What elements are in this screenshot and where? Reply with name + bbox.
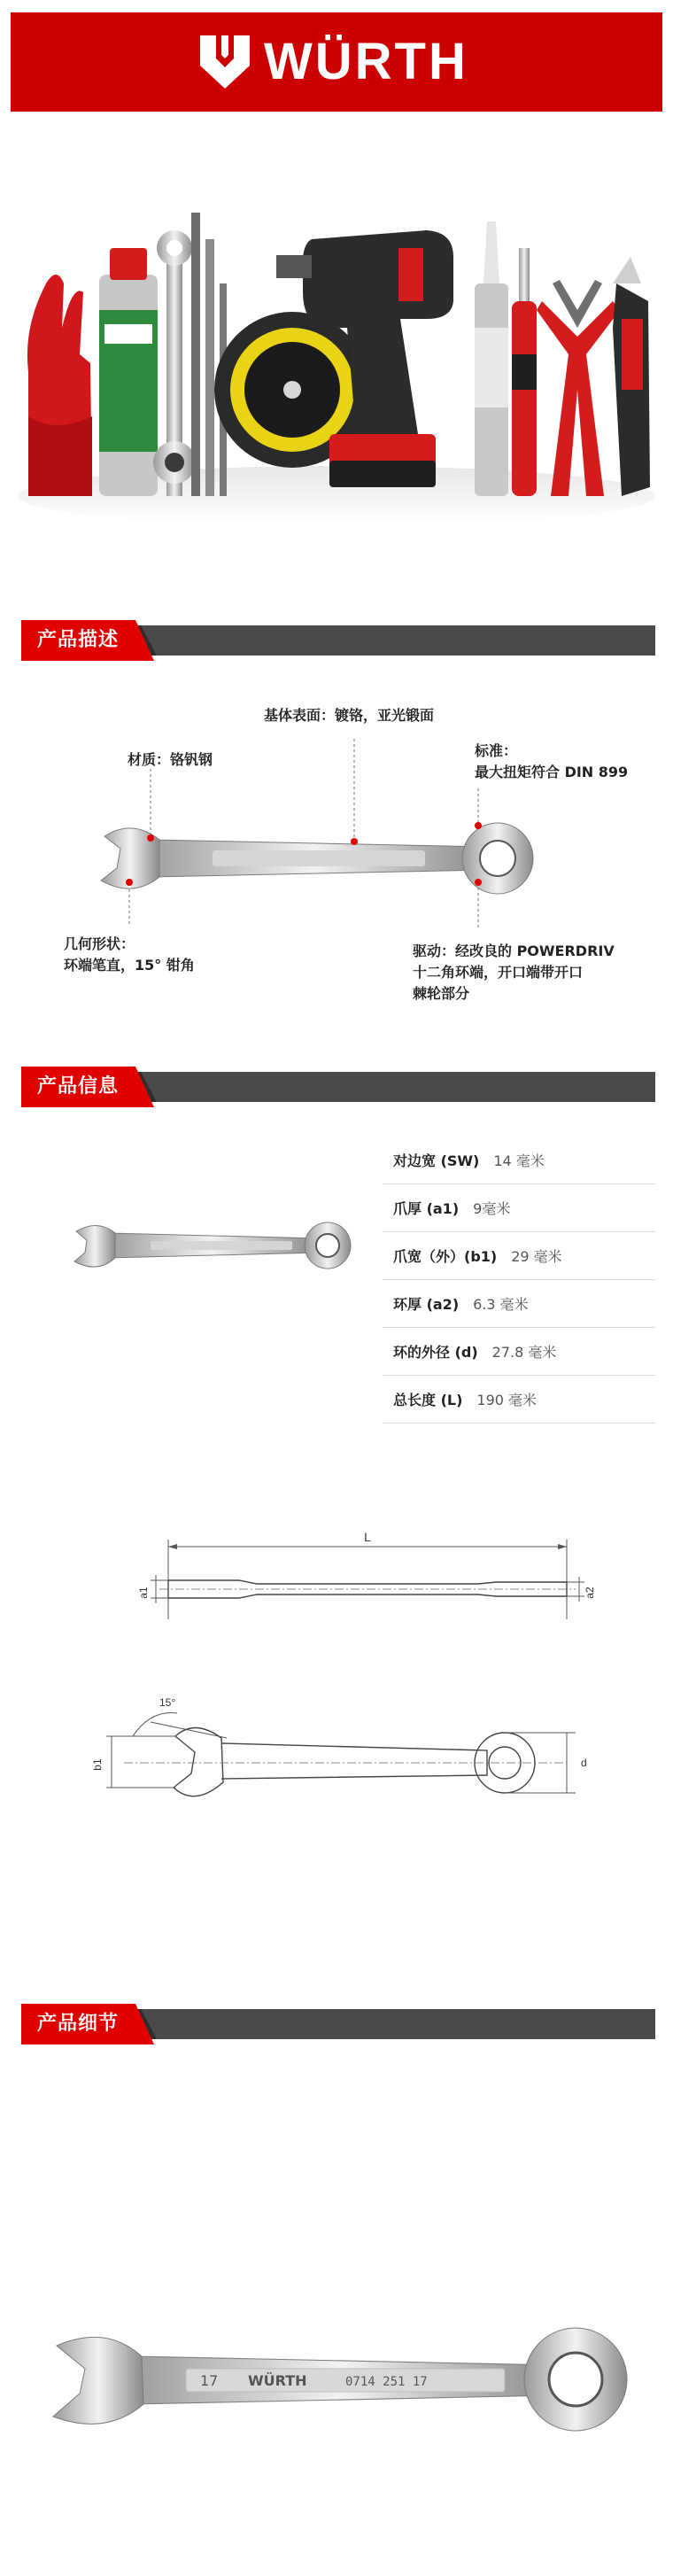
callout-standard-line1: 标准： — [475, 742, 518, 759]
spec-row — [383, 1280, 655, 1328]
callout-geometry-line2: 环端笔直，15° 钳角 — [64, 957, 195, 974]
spec-label: 环的外径 (d) — [393, 1344, 478, 1361]
side-view-drawing — [124, 1522, 602, 1628]
spec-label: 总长度 (L) — [393, 1392, 463, 1408]
top-view-drawing — [71, 1683, 602, 1825]
spec-label: 环厚 (a2) — [393, 1296, 460, 1313]
dimension-label-b1: b1 — [91, 1758, 104, 1771]
spec-row — [383, 1232, 655, 1280]
dimension-label-a2: a2 — [584, 1587, 596, 1599]
callout-geometry-line1: 几何形状： — [64, 935, 135, 952]
spec-value: 14 毫米 — [493, 1152, 545, 1169]
brand-header — [11, 12, 662, 112]
callout-material: 材质：铬钒钢 — [128, 751, 213, 768]
description-wrench-figure — [89, 726, 567, 948]
wrench-brand-marking: WÜRTH — [248, 2372, 307, 2389]
spec-value: 6.3 毫米 — [473, 1296, 529, 1313]
spec-row — [383, 1184, 655, 1232]
dimension-label-d: d — [581, 1757, 587, 1769]
section-title: 产品信息 — [37, 1075, 120, 1098]
wrench-code-marking: 0714 251 17 — [345, 2375, 428, 2389]
section-header-detail — [21, 2004, 655, 2045]
spec-label: 对边宽 (SW) — [393, 1152, 480, 1169]
dimension-label-length: L — [364, 1530, 371, 1544]
spec-value: 29 毫米 — [511, 1248, 562, 1265]
section-header-description — [21, 620, 655, 661]
info-wrench-image — [71, 1194, 363, 1292]
callout-drive-line1: 驱动：经改良的 POWERDRIV — [413, 943, 615, 959]
wurth-logo-icon — [197, 32, 253, 92]
brand-logo-text: WÜRTH — [264, 33, 468, 90]
spec-label: 爪厚 (a1) — [393, 1200, 460, 1217]
spec-value: 190 毫米 — [476, 1392, 538, 1408]
tools-banner-image — [11, 151, 662, 531]
dimension-label-a1: a1 — [137, 1587, 150, 1599]
section-header-bar — [74, 625, 655, 656]
wrench-size-marking: 17 — [200, 2372, 219, 2389]
callout-drive-line2: 十二角环端，开口端带开口 — [413, 964, 584, 981]
spec-table — [383, 1137, 655, 1424]
section-header-info — [21, 1067, 655, 1107]
section-header-bar — [74, 2009, 655, 2039]
callout-standard-line2: 最大扭矩符合 DIN 899 — [475, 764, 629, 780]
spec-value: 9毫米 — [473, 1200, 511, 1217]
section-header-bar — [74, 1072, 655, 1102]
section-title: 产品描述 — [37, 629, 120, 651]
callout-drive-line3: 棘轮部分 — [413, 985, 470, 1002]
spec-label: 爪宽（外）(b1) — [393, 1248, 498, 1265]
callout-surface: 基体表面：镀铬，亚光锻面 — [264, 707, 435, 724]
spec-row — [383, 1328, 655, 1376]
spec-value: 27.8 毫米 — [491, 1344, 557, 1361]
section-title: 产品细节 — [37, 2013, 120, 2035]
dimension-label-angle: 15° — [159, 1696, 176, 1709]
spec-row — [383, 1137, 655, 1184]
spec-row — [383, 1376, 655, 1424]
detail-wrench-image — [35, 2303, 646, 2454]
